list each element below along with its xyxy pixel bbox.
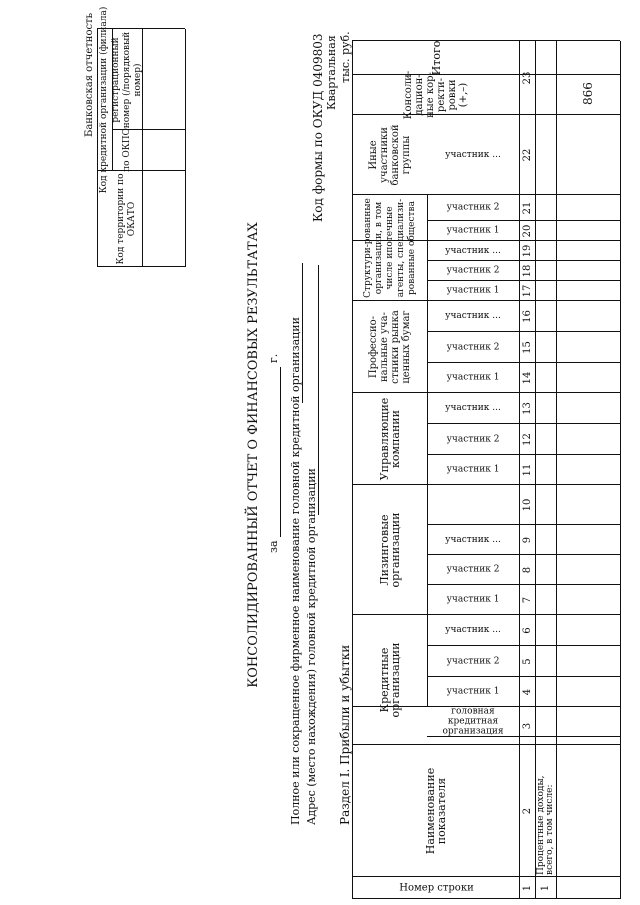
empty-row [557,747,619,875]
col-number-5: 5 [521,658,533,665]
report-title: КОНСОЛИДИРОВАННЫЙ ОТЧЕТ О ФИНАНСОВЫХ РЕЗУЛЬТАТАХ [246,222,261,688]
col-number-19: 19 [521,244,533,258]
participant-header-12 [428,333,518,362]
participant-label: участник ... [445,534,501,545]
participant-header-19 [428,116,518,194]
col-number-15: 15 [521,341,533,354]
okato-value [143,173,184,265]
participant-header-13 [428,302,518,331]
units: тыс. руб. [339,31,352,83]
col-number-2: 2 [521,807,533,815]
col-number-17: 17 [521,284,533,298]
group-leasing: Лизинговые организации [378,512,402,588]
okato-header: Код территории по ОКАТО [116,173,137,265]
participant-header-2 [428,678,518,706]
participant-label: участник 1 [446,595,500,605]
col-number-4: 4 [521,688,533,696]
participant-header-14 [428,282,518,300]
participant-header-6 [428,556,518,584]
col-number-14: 14 [521,371,533,385]
col-number-3: 3 [521,722,533,730]
participant-header-17 [428,222,518,240]
regnum-header: регистрационный номер (/порядковый номер) [110,31,143,129]
participant-header-4 [428,616,518,645]
participant-label: участник ... [445,403,501,414]
group-credit: Кредитные организации [378,642,402,718]
participant-header-11 [428,364,518,392]
org-address-line [318,265,319,515]
participant-header-16 [428,242,518,260]
line-no-label: Номер строки [398,882,474,894]
section-title: Раздел I. Прибыли и убытки [338,644,352,825]
col-total: Итого [429,40,443,76]
org-code-header: Код кредитной организации (филиала) [99,6,109,194]
col-number-23: 23 [521,71,533,85]
participant-header-18 [428,196,518,220]
group-other: Иные участники банковской группы [368,124,412,186]
col-number-6: 6 [521,627,533,634]
participant-header-5 [428,586,518,614]
col-number-11: 11 [521,463,533,477]
participant-label: участник 2 [446,434,500,445]
col-number-22: 22 [521,148,533,162]
participant-label: участник ... [445,150,501,161]
group-prof: Профессио-нальные уча-стники рынка ценных бумаг [368,310,412,384]
col-number-9: 9 [521,536,533,544]
col-adjust: Консоли-дацион-ные кор-ректи-ровки (+,–) [403,70,469,120]
col-number-10: 10 [521,498,533,512]
participant-label: участник 2 [446,342,500,353]
col-number-21: 21 [521,201,533,215]
participant-label: участник 1 [446,465,500,475]
col-number-18: 18 [521,264,533,278]
participant-label: головная кредитная организация [442,707,504,737]
participant-label: участник 2 [446,565,500,575]
org-name-label: Полное или сокращенное фирменное наименование головной кредитной организации [289,317,302,825]
participant-header-7 [428,526,518,554]
participant-header-15 [428,262,518,280]
frequency: Квартальная [325,35,338,110]
period-prefix: за [267,540,280,553]
col-number-8: 8 [521,566,533,574]
period-line [280,367,281,537]
group-mgmt: Управляющие компании [378,397,402,481]
participant-label: участник 2 [446,266,500,276]
col-number-1: 1 [521,884,533,892]
col-number-12: 12 [521,433,533,446]
participant-header-1 [428,708,518,736]
participant-label: участник ... [445,245,501,256]
org-name-line [302,263,303,403]
participant-label: участник 2 [446,656,500,667]
group-struct: Структури-рованные организации, в том числе ипотечные агенты, специализи-рованные общества [362,198,417,298]
col-number-13: 13 [521,402,533,415]
col-number-7: 7 [521,596,533,604]
reporting-label: Банковская отчетность [84,12,95,137]
col-number-16: 16 [521,310,533,323]
participant-label: участник ... [445,625,501,636]
period-suffix: г. [267,353,280,363]
participant-label: участник 1 [446,286,500,296]
participant-header-9 [428,425,518,454]
page-number: 866 [581,82,595,105]
form-code: Код формы по ОКУД 0409803 [311,33,325,222]
row1-name: Процентные доходы, всего, в том числе: [535,775,555,875]
participant-label: участник 1 [446,687,500,697]
org-address-label: Адрес (место нахождения) головной кредитной организации [305,468,318,825]
col-name-header: Наименование показателя [424,767,448,855]
col-line-no-header [354,878,518,898]
participant-header-3 [428,647,518,676]
participant-label: участник 1 [446,226,500,236]
participant-label: участник ... [445,311,501,322]
participant-header-8 [428,456,518,484]
participant-label: участник 1 [446,373,500,383]
row1-no: 1 [540,884,551,892]
col-number-20: 20 [521,224,533,238]
okpo-header: по ОКПО [121,128,132,172]
participant-label: участник 2 [446,203,500,213]
participant-header-10 [428,394,518,423]
